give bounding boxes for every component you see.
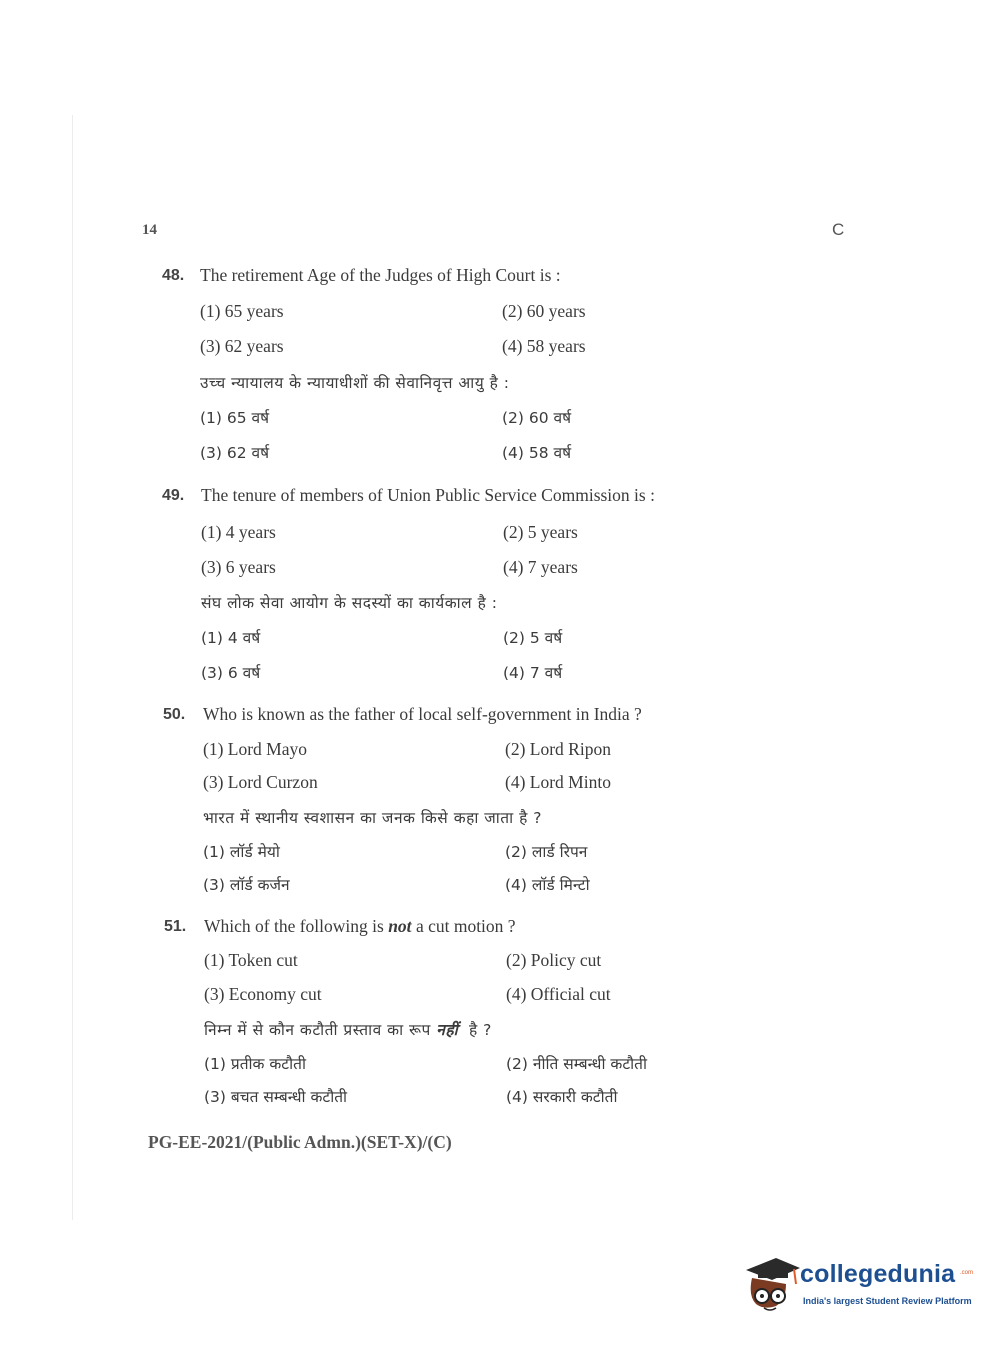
set-letter: C	[832, 220, 845, 239]
collegedunia-watermark	[742, 1248, 972, 1318]
option-4: (4) Lord Minto	[505, 772, 611, 792]
option-4-hindi: (4) 58 वर्ष	[502, 444, 572, 462]
brand-name: collegedunia	[800, 1260, 956, 1288]
question-text-part: है ?	[458, 1021, 492, 1039]
question-number: 51.	[164, 918, 187, 935]
question-text-hindi: संघ लोक सेवा आयोग के सदस्यों का कार्यकाल है :	[201, 594, 498, 612]
option-3-hindi: (3) 62 वर्ष	[200, 444, 270, 462]
page-number: 14	[142, 222, 157, 238]
option-3: (3) Economy cut	[204, 984, 322, 1004]
option-3-hindi: (3) बचत सम्बन्धी कटौती	[204, 1088, 348, 1106]
option-3-hindi: (3) 6 वर्ष	[201, 664, 261, 682]
option-1-hindi: (1) 65 वर्ष	[200, 409, 270, 427]
question-number: 48.	[162, 267, 185, 284]
question-text-part: a cut motion ?	[411, 916, 516, 936]
option-1: (1) Token cut	[204, 950, 298, 970]
option-2-hindi: (2) लार्ड रिपन	[505, 843, 588, 861]
question-number: 50.	[163, 706, 186, 723]
option-3: (3) 62 years	[200, 336, 284, 356]
option-4-hindi: (4) लॉर्ड मिन्टो	[505, 876, 590, 894]
question-text-english: The tenure of members of Union Public Service Commission is :	[201, 485, 655, 505]
question-text-part: निम्न में से कौन कटौती प्रस्ताव का रूप	[204, 1021, 437, 1039]
option-3: (3) 6 years	[201, 557, 276, 577]
option-4-hindi: (4) सरकारी कटौती	[506, 1088, 618, 1106]
brand-tagline: India's largest Student Review Platform	[803, 1296, 972, 1306]
option-2-hindi: (2) नीति सम्बन्धी कटौती	[506, 1055, 647, 1073]
option-4: (4) 7 years	[503, 557, 578, 577]
option-4: (4) 58 years	[502, 336, 586, 356]
mascot-icon	[742, 1248, 802, 1318]
option-2: (2) Lord Ripon	[505, 739, 611, 759]
question-text-hindi: भारत में स्थानीय स्वशासन का जनक किसे कहा जाता है ?	[203, 809, 542, 827]
question-number: 49.	[162, 487, 185, 504]
question-text-english: Who is known as the father of local self-government in India ?	[203, 704, 642, 724]
paper-code-footer: PG-EE-2021/(Public Admn.)(SET-X)/(C)	[148, 1132, 452, 1152]
option-2: (2) 60 years	[502, 301, 586, 321]
question-text-hindi: उच्च न्यायालय के न्यायाधीशों की सेवानिवृत्त आयु है :	[200, 374, 510, 392]
brand-domain-suffix: .com	[960, 1270, 974, 1276]
option-2-hindi: (2) 60 वर्ष	[502, 409, 572, 427]
question-text-hindi	[204, 1018, 492, 1040]
question-text-part: Which of the following is	[204, 916, 389, 936]
emphasis-nahin: नहीं	[436, 1021, 459, 1039]
question-text-english	[204, 916, 516, 937]
option-1-hindi: (1) 4 वर्ष	[201, 629, 261, 647]
option-1: (1) Lord Mayo	[203, 739, 308, 759]
option-2: (2) 5 years	[503, 522, 578, 542]
option-3-hindi: (3) लॉर्ड कर्जन	[203, 876, 290, 894]
option-2-hindi: (2) 5 वर्ष	[503, 629, 563, 647]
option-1-hindi: (1) प्रतीक कटौती	[204, 1055, 306, 1073]
option-1: (1) 4 years	[201, 522, 276, 542]
emphasis-not: not	[388, 916, 412, 936]
option-4-hindi: (4) 7 वर्ष	[503, 664, 563, 682]
option-3: (3) Lord Curzon	[203, 772, 318, 792]
option-1: (1) 65 years	[200, 301, 284, 321]
question-text-english: The retirement Age of the Judges of High Court is :	[200, 265, 561, 285]
option-1-hindi: (1) लॉर्ड मेयो	[203, 843, 280, 861]
option-4: (4) Official cut	[506, 984, 611, 1004]
page-binding-line	[72, 115, 73, 1220]
option-2: (2) Policy cut	[506, 950, 602, 970]
